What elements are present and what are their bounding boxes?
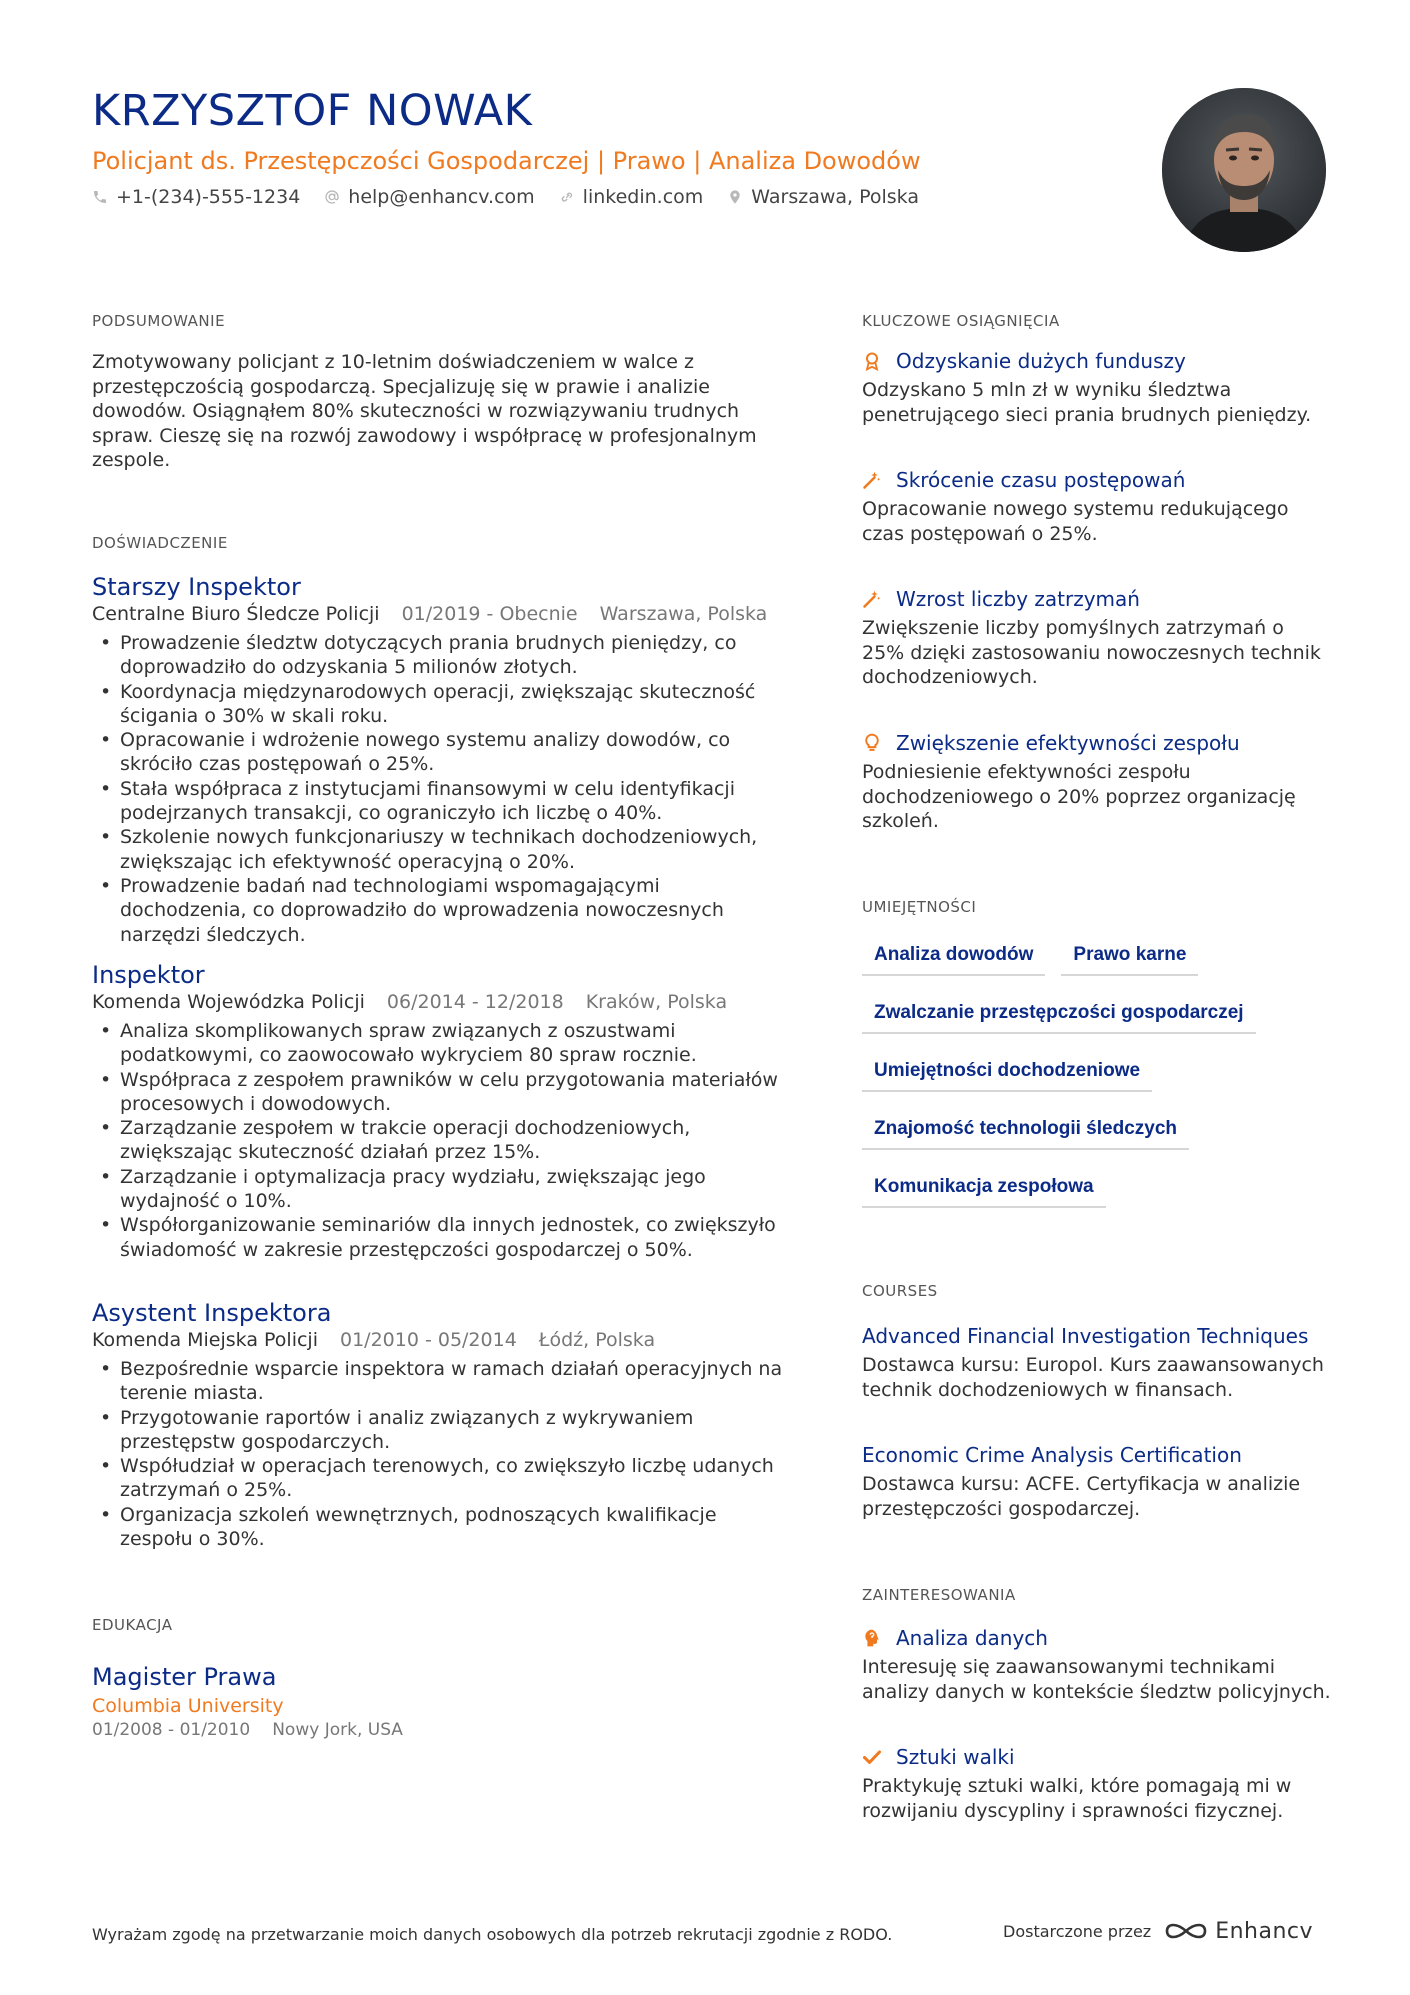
job-title: Inspektor [92,961,205,989]
award-icon [862,351,882,371]
skill-tag: Umiejętności dochodzeniowe [862,1056,1152,1092]
interest-title: Sztuki walki [896,1745,1015,1769]
interest-item [862,1744,1332,1823]
job-dates: 06/2014 - 12/2018 [386,991,564,1013]
footer-branding[interactable] [1003,1918,1313,1944]
course-text: Dostawca kursu: Europol. Kurs zaawansowanych technik dochodzeniowych w finansach. [862,1354,1324,1401]
achievement-text: Podniesienie efektywności zespołu dochodzeniowego o 20% poprzez organizację szkoleń. [862,761,1296,832]
interest-title: Analiza danych [896,1626,1048,1650]
job-dates: 01/2010 - 05/2014 [339,1329,517,1351]
brain-icon [862,1628,882,1648]
course-text: Dostawca kursu: ACFE. Certyfikacja w analizie przestępczości gospodarczej. [862,1473,1301,1520]
job-bullet: • Organizacja szkoleń wewnętrznych, podnoszących kwalifikacje zespołu o 30%. [92,1503,792,1552]
achievement-title: Skrócenie czasu postępowań [896,468,1186,492]
check-icon [862,1747,882,1767]
footer-consent: Wyrażam zgodę na przetwarzanie moich danych osobowych dla potrzeb rekrutacji zgodnie z RODO. [92,1925,893,1944]
job-bullet: • Bezpośrednie wsparcie inspektora w ramach działań operacyjnych na terenie miasta. [92,1357,792,1406]
achievement-title: Zwiększenie efektywności zespołu [896,731,1240,755]
location-text: Warszawa, Polska [751,186,919,208]
section-title-interests: ZAINTERESOWANIA [862,1586,1016,1604]
experience-item [92,572,792,947]
section-title-courses: COURSES [862,1282,938,1300]
job-company: Komenda Wojewódzka Policji [92,991,365,1013]
contact-location [727,186,919,208]
contact-bar [92,186,943,208]
course-item [862,1323,1332,1402]
job-bullet: • Analiza skomplikowanych spraw związanych z oszustwami podatkowymi, co zaowocowało wykryciem 80 spraw rocznie. [92,1019,792,1068]
education-item [92,1662,403,1740]
job-bullet: • Przygotowanie raportów i analiz związanych z wykrywaniem przestępstw gospodarczych. [92,1406,792,1455]
job-bullet: • Współudział w operacjach terenowych, co zwiększyło liczbę udanych zatrzymań o 25%. [92,1454,792,1503]
education-location: Nowy Jork, USA [272,1720,403,1740]
achievement-item [862,730,1332,834]
contact-email[interactable] [324,186,534,208]
candidate-name: KRZYSZTOF NOWAK [92,86,533,136]
magic-wand-icon [862,470,882,490]
section-title-summary: PODSUMOWANIE [92,312,226,330]
footer-brand: Enhancv [1215,1918,1314,1944]
interest-text: Interesuję się zaawansowanymi technikami analizy danych w kontekście śledztw policyjnych. [862,1656,1331,1703]
course-title: Advanced Financial Investigation Techniques [862,1324,1309,1348]
job-bullet: • Zarządzanie i optymalizacja pracy wydziału, zwiększając jego wydajność o 10%. [92,1165,792,1214]
job-location: Łódź, Polska [538,1329,656,1351]
section-title-education: EDUKACJA [92,1616,173,1634]
at-icon [324,189,340,205]
achievement-title: Odzyskanie dużych funduszy [896,349,1186,373]
achievement-text: Odzyskano 5 mln zł w wyniku śledztwa penetrującego sieci prania brudnych pieniędzy. [862,379,1312,426]
summary-text: Zmotywowany policjant z 10-letnim doświadczeniem w walce z przestępczością gospodarczą. Specjalizuję się w prawie i analizie dowodów. Osiągnąłem 80% skuteczności w rozwiązywaniu trudnych spraw. Cieszę się na rozwój zawodowy i współpracę w profesjonalnym zespole. [92,351,757,471]
interest-item [862,1625,1332,1704]
job-bullets [92,1357,792,1551]
link-icon [559,189,575,205]
achievement-item [862,348,1332,427]
candidate-subtitle: Policjant ds. Przestępczości Gospodarczej | Prawo | Analiza Dowodów [92,147,921,175]
phone-text: +1-(234)-555-1234 [116,186,301,208]
section-title-experience: DOŚWIADCZENIE [92,534,228,552]
lightbulb-icon [862,733,882,753]
job-meta [92,603,792,625]
job-title: Starszy Inspektor [92,573,301,601]
skills-list [862,940,1342,1230]
course-item [862,1442,1332,1521]
job-bullet: • Współorganizowanie seminariów dla innych jednostek, co zwiększyło świadomość w zakresie przestępczości gospodarczej o 50%. [92,1213,792,1262]
achievement-text: Opracowanie nowego systemu redukującego czas postępowań o 25%. [862,498,1289,545]
job-dates: 01/2019 - Obecnie [401,603,578,625]
achievement-item [862,467,1332,546]
contact-linkedin[interactable] [559,186,704,208]
job-location: Kraków, Polska [585,991,728,1013]
phone-icon [92,189,108,205]
job-bullet: • Prowadzenie śledztw dotyczących prania brudnych pieniędzy, co doprowadziło do odzyskania 5 milionów złotych. [92,631,792,680]
section-title-achievements: KLUCZOWE OSIĄGNIĘCIA [862,312,1060,330]
job-bullet: • Prowadzenie badań nad technologiami wspomagającymi dochodzenia, co doprowadziło do wprowadzenia nowoczesnych narzędzi śledczych. [92,874,792,947]
job-bullet: • Opracowanie i wdrożenie nowego systemu analizy dowodów, co skróciło czas postępowań o 25%. [92,728,792,777]
job-company: Komenda Miejska Policji [92,1329,318,1351]
job-bullet: • Koordynacja międzynarodowych operacji, zwiększając skuteczność ścigania o 30% w skali roku. [92,680,792,729]
job-bullets [92,631,792,947]
skill-tag: Prawo karne [1061,940,1198,976]
job-location: Warszawa, Polska [599,603,768,625]
magic-wand-icon [862,589,882,609]
skill-tag: Komunikacja zespołowa [862,1172,1106,1208]
email-text: help@enhancv.com [348,186,535,208]
footer-powered-by: Dostarczone przez [1003,1921,1152,1941]
job-bullets [92,1019,792,1262]
job-bullet: • Zarządzanie zespołem w trakcie operacji dochodzeniowych, zwiększając skuteczność działań przez 15%. [92,1116,792,1165]
skill-tag: Analiza dowodów [862,940,1045,976]
job-bullet: • Szkolenie nowych funkcjonariuszy w technikach dochodzeniowych, zwiększając ich efektywność operacyjną o 20%. [92,825,792,874]
section-title-skills: UMIEJĘTNOŚCI [862,898,977,916]
achievement-item [862,586,1332,690]
achievement-title: Wzrost liczby zatrzymań [896,587,1140,611]
profile-photo [1162,88,1326,252]
achievement-text: Zwiększenie liczby pomyślnych zatrzymań o 25% dzięki zastosowaniu nowoczesnych technik dochodzeniowych. [862,617,1321,688]
job-title: Asystent Inspektora [92,1299,332,1327]
job-meta [92,1329,792,1351]
job-meta [92,991,792,1013]
course-title: Economic Crime Analysis Certification [862,1443,1242,1467]
enhancv-logo-icon [1163,1918,1209,1944]
job-company: Centralne Biuro Śledcze Policji [92,603,380,625]
job-bullet: • Współpraca z zespołem prawników w celu przygotowania materiałów procesowych i dowodowych. [92,1068,792,1117]
skill-tag: Znajomość technologii śledczych [862,1114,1189,1150]
job-bullet: • Stała współpraca z instytucjami finansowymi w celu identyfikacji podejrzanych transakcji, co ograniczyło ich liczbę o 40%. [92,777,792,826]
linkedin-text: linkedin.com [582,186,704,208]
education-meta [92,1720,403,1740]
skill-tag: Zwalczanie przestępczości gospodarczej [862,998,1256,1034]
education-degree: Magister Prawa [92,1663,277,1691]
contact-phone[interactable] [92,186,300,208]
experience-item [92,1298,792,1551]
location-pin-icon [727,189,743,205]
interest-text: Praktykuję sztuki walki, które pomagają mi w rozwijaniu dyscypliny i sprawności fizycznej. [862,1775,1292,1822]
experience-item [92,960,792,1262]
education-dates: 01/2008 - 01/2010 [92,1720,251,1740]
education-school: Columbia University [92,1695,284,1717]
